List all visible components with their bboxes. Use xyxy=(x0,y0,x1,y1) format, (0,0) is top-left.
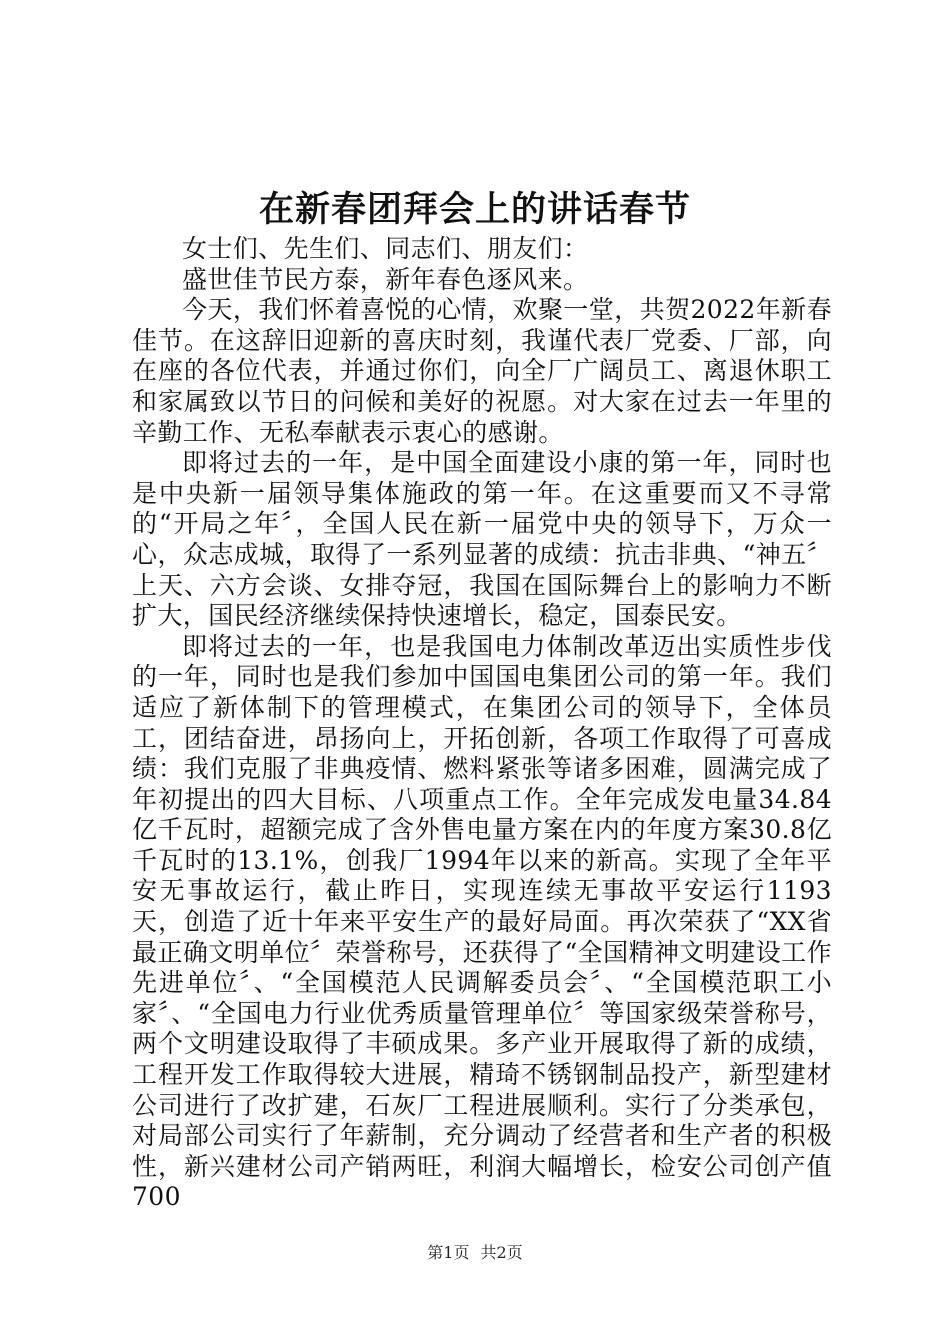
paragraph-greeting: 女士们、先生们、同志们、朋友们： xyxy=(182,234,589,263)
paragraph-opening: 今天，我们怀着喜悦的心情，欢聚一堂，共贺2022年新春佳节。在这辞旧迎新的喜庆时刻，我谨代表厂党委、厂部，向在座的各位代表，并通过你们，向全厂广阔员工、离退休职工和家属致以节日的问候和美好的祝愿。对大家在过去一年里的辛勤工作、无私奉献表示衷心的感谢。 xyxy=(132,295,832,447)
paragraph-couplet: 盛世佳节民方泰，新年春色逐风来。 xyxy=(182,264,589,294)
document-body xyxy=(132,234,832,1213)
page-number: 第1页 xyxy=(427,1243,470,1262)
paragraph-national-review: 即将过去的一年，是中国全面建设小康的第一年，同时也是中央新一届领导集体施政的第一年。在这重要而又不寻常的“开局之年〞，全国人民在新一届党中央的领导下，万众一心，众志成城，取得了一系列显著的成绩：抗击非典、“神五〞上天、六方会谈、女排夺冠，我国在国际舞台上的影响力不断扩大，国民经济继续保持快速增长，稳定，国泰民安。 xyxy=(132,448,832,631)
page-footer xyxy=(0,1242,950,1264)
page-total: 共2页 xyxy=(480,1243,523,1262)
document-title: 在新春团拜会上的讲话春节 xyxy=(258,189,691,230)
paragraph-plant-review: 即将过去的一年，也是我国电力体制改革迈出实质性步伐的一年，同时也是我们参加中国国电集团公司的第一年。我们适应了新体制下的管理模式，在集团公司的领导下，全体员工，团结奋进，昂扬向上，开拓创新，各项工作取得了可喜成绩：我们克服了非典疫情、燃料紧张等诸多困难，圆满完成了年初提出的四大目标、八项重点工作。全年完成发电量34.84亿千瓦时，超额完成了含外售电量方案在内的年度方案30.8亿千瓦时的13.1%，创我厂1994年以来的新高。实现了全年平安无事故运行，截止昨日，实现连续无事故平安运行1193天，创造了近十年来平安生产的最好局面。再次荣获了“XX省最正确文明单位〞荣誉称号，还获得了“全国精神文明建设工作先进单位〞、“全国模范人民调解委员会〞、“全国模范职工小家〞、“全国电力行业优秀质量管理单位〞等国家级荣誉称号，两个文明建设取得了丰硕成果。多产业开展取得了新的成绩，工程开发工作取得较大进展，精琦不锈钢制品投产，新型建材公司进行了改扩建，石灰厂工程进展顺利。实行了分类承包，对局部公司实行了年薪制，充分调动了经营者和生产者的积极性，新兴建材公司产销两旺，利润大幅增长，检安公司创产值700 xyxy=(132,631,832,1212)
